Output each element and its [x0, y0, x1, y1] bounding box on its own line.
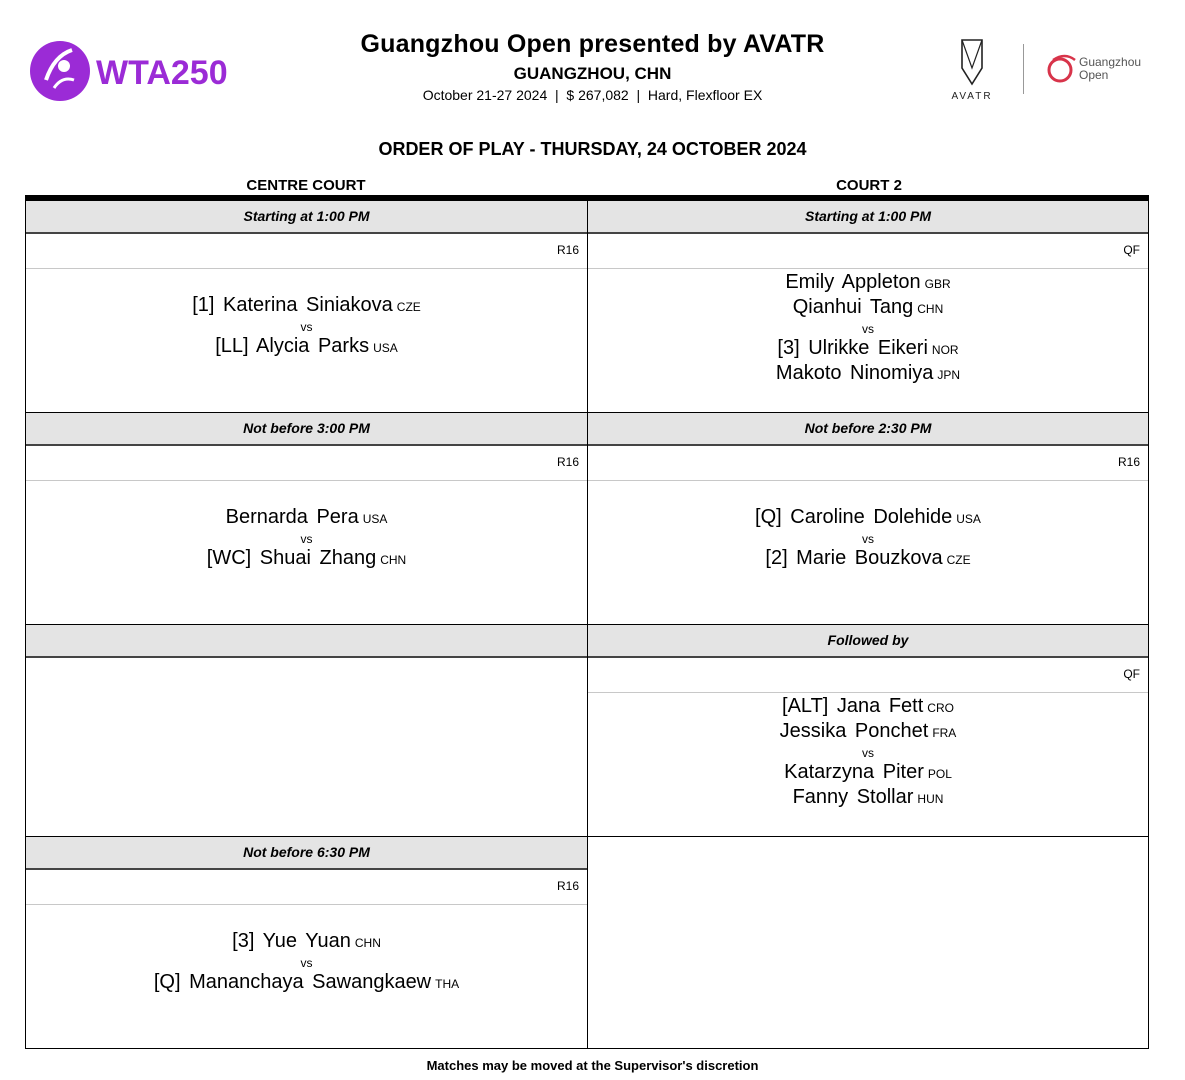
player-country: CZE	[946, 553, 971, 567]
player-line	[26, 506, 587, 531]
player-country: POL	[927, 767, 952, 781]
slot-time-header: Not before 6:30 PM	[26, 837, 587, 870]
sponsor-divider	[1023, 44, 1024, 94]
player-name: [Q] Mananchaya Sawangkaew	[153, 971, 432, 993]
vs-label: vs	[862, 746, 874, 760]
court-label-centre: CENTRE COURT	[246, 177, 366, 194]
slot-time-header: Followed by	[588, 625, 1148, 658]
match-block	[587, 200, 1149, 413]
player-country: USA	[956, 512, 981, 526]
match	[26, 506, 587, 572]
player-country: CHN	[380, 553, 407, 567]
tournament-details: October 21-27 2024 | $ 267,082 | Hard, Flexfloor EX	[422, 87, 763, 103]
round-divider	[588, 480, 1148, 481]
player-name: [3] Ulrikke Eikeri	[777, 337, 928, 359]
player-line	[588, 547, 1148, 572]
slot-time-header: Not before 2:30 PM	[588, 413, 1148, 446]
player-country: NOR	[931, 343, 959, 357]
vs-label: vs	[300, 320, 313, 334]
player-name: [LL] Alycia Parks	[215, 335, 370, 357]
player-name: Jessika Ponchet	[779, 720, 929, 742]
empty-slot-block	[25, 624, 588, 837]
empty-slot-block	[587, 836, 1149, 1049]
round-label: R16	[556, 243, 579, 257]
player-line	[26, 547, 587, 572]
svg-text:Guangzhou: Guangzhou	[1079, 55, 1142, 69]
svg-text:Open: Open	[1079, 68, 1109, 82]
player-country: CZE	[396, 300, 421, 314]
player-name: [1] Katerina Siniakova	[192, 294, 393, 316]
court-label-court-2: COURT 2	[836, 177, 902, 194]
slot-time-header: Starting at 1:00 PM	[26, 201, 587, 234]
round-divider	[588, 692, 1148, 693]
player-country: HUN	[917, 792, 944, 806]
match	[588, 271, 1148, 387]
round-label: QF	[1123, 667, 1140, 681]
player-country: GBR	[924, 277, 951, 291]
match	[588, 695, 1148, 811]
match-block	[25, 200, 588, 413]
match-block	[587, 412, 1149, 625]
avatr-logo	[938, 38, 1006, 102]
tournament-location: GUANGZHOU, CHN	[513, 64, 672, 83]
player-name: Makoto Ninomiya	[775, 362, 934, 384]
tournament-title: Guangzhou Open presented by AVATR	[360, 30, 825, 58]
player-country: USA	[373, 341, 398, 355]
player-name: [WC] Shuai Zhang	[206, 547, 377, 569]
player-name: Fanny Stollar	[792, 786, 914, 808]
round-divider	[26, 904, 587, 905]
player-name: [ALT] Jana Fett	[782, 695, 924, 717]
vs-label: vs	[862, 322, 874, 336]
player-name: [3] Yue Yuan	[232, 930, 351, 952]
player-name: Qianhui Tang	[792, 296, 914, 318]
round-label: R16	[556, 879, 579, 893]
player-line	[588, 695, 1148, 720]
player-line	[26, 335, 587, 360]
slot-time-header: Not before 3:00 PM	[26, 413, 587, 446]
match-block	[25, 412, 588, 625]
player-line	[588, 720, 1148, 745]
player-country: CHN	[917, 302, 944, 316]
round-label: R16	[1117, 455, 1140, 469]
player-country: CRO	[927, 701, 954, 715]
match	[26, 930, 587, 996]
svg-text:AVATR: AVATR	[951, 91, 993, 102]
player-name: [2] Marie Bouzkova	[765, 547, 943, 569]
player-name: Katarzyna Piter	[784, 761, 924, 783]
slot-time-header: Starting at 1:00 PM	[588, 201, 1148, 234]
player-country: THA	[435, 977, 460, 991]
round-label: QF	[1123, 243, 1140, 257]
player-name: Bernarda Pera	[225, 506, 359, 528]
player-country: JPN	[937, 368, 961, 382]
player-line	[588, 337, 1148, 362]
svg-text:WTA250: WTA250	[96, 54, 228, 92]
player-line	[588, 271, 1148, 296]
player-country: CHN	[354, 936, 381, 950]
match-block	[587, 624, 1149, 837]
player-country: FRA	[932, 726, 957, 740]
round-divider	[588, 268, 1148, 269]
round-divider	[26, 268, 587, 269]
vs-label: vs	[300, 532, 313, 546]
player-line	[26, 294, 587, 319]
match	[588, 506, 1148, 572]
round-label: R16	[556, 455, 579, 469]
player-line	[588, 506, 1148, 531]
player-line	[588, 296, 1148, 321]
guangzhou-open-logo	[1045, 50, 1155, 90]
empty-time-header	[26, 625, 587, 658]
round-divider	[26, 480, 587, 481]
player-line	[26, 930, 587, 955]
match-block	[25, 836, 588, 1049]
player-country: USA	[362, 512, 388, 526]
player-name: [Q] Caroline Dolehide	[755, 506, 953, 528]
footer-note: Matches may be moved at the Supervisor's discretion	[426, 1058, 759, 1073]
player-line	[588, 761, 1148, 786]
player-line	[26, 971, 587, 996]
match	[26, 294, 587, 360]
vs-label: vs	[862, 532, 874, 546]
vs-label: vs	[300, 956, 313, 970]
order-of-play-title: ORDER OF PLAY - THURSDAY, 24 OCTOBER 2024	[378, 139, 807, 159]
player-name: Emily Appleton	[785, 271, 921, 293]
player-line	[588, 362, 1148, 387]
player-line	[588, 786, 1148, 811]
